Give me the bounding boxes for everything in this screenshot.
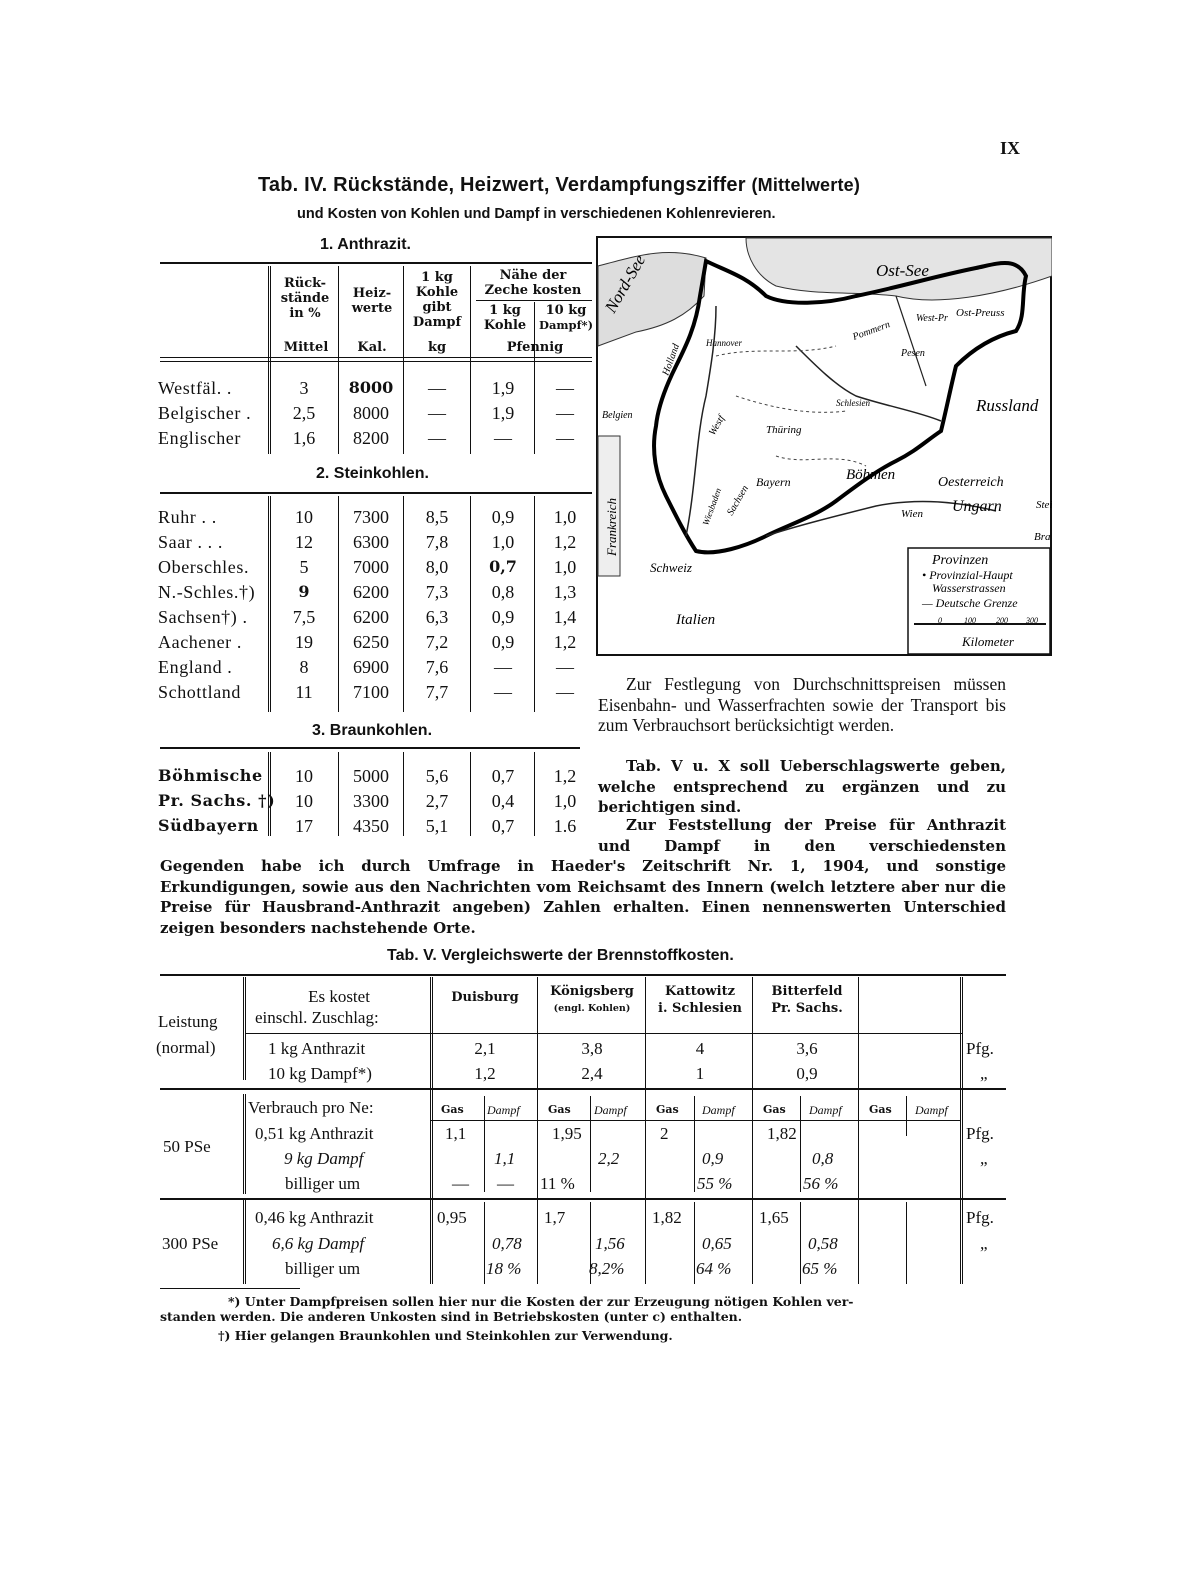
page-number: IX [1000, 138, 1021, 158]
cell-k: 0,9 [491, 607, 515, 627]
cell-r: 5 [299, 557, 309, 577]
ps50-billiger-dampf: 55 % [697, 1174, 733, 1193]
ps50-dampf: 2,2 [598, 1149, 620, 1168]
price-dampf: 1 [695, 1064, 705, 1083]
cell-d: — [428, 428, 446, 448]
header-dampf10 [536, 303, 596, 333]
ps300-gas: 0,95 [437, 1208, 467, 1227]
col-divider [906, 1202, 907, 1284]
cell-p: 1,0 [553, 557, 577, 577]
cell-r: 10 [295, 766, 313, 786]
ditto-mark: „ [980, 1234, 988, 1253]
map-label: Stei [1036, 499, 1052, 511]
header-text: Kohle [415, 285, 459, 300]
dampf-header: Dampf [594, 1103, 627, 1117]
cell-d: 5,6 [425, 766, 449, 786]
cell-p: 1.6 [553, 816, 577, 836]
cell-p: — [556, 378, 574, 398]
price-anthrazit: 2,1 [474, 1039, 496, 1058]
scale-tick: 300 [1026, 616, 1038, 625]
cell-h: 6250 [353, 632, 389, 652]
cell-p: 1,0 [553, 507, 577, 527]
cell-d: — [428, 378, 446, 398]
row-name: England . [158, 657, 233, 677]
city-subname: i. Schlesien [658, 1001, 742, 1016]
table4-subtitle: und Kosten von Kohlen und Dampf in verschiedenen Kohlenrevieren. [297, 206, 776, 222]
ps50-gas: 1,95 [552, 1124, 582, 1143]
normal-label: (normal) [156, 1038, 216, 1057]
ps50-gas: 2 [660, 1124, 669, 1143]
legend-item: • Provinzial-Haupt [922, 568, 1013, 582]
header-dampf [406, 270, 468, 330]
zuschlag-label: einschl. Zuschlag: [255, 1008, 379, 1027]
price-anthrazit: 4 [695, 1039, 705, 1058]
map-label: Wien [901, 508, 923, 520]
col-divider [960, 977, 963, 1284]
unit-pfennig: Pfennig [506, 340, 564, 355]
dampf-header: Dampf [915, 1103, 948, 1117]
cell-h: 5000 [353, 766, 389, 786]
ps300-dampf: 0,58 [808, 1234, 838, 1253]
scale-tick: 0 [938, 616, 942, 625]
verbrauch-text: Verbrauch pro Ne: [248, 1098, 374, 1117]
cell-k: 0,7 [491, 816, 515, 836]
header-text: Nähe der [499, 268, 567, 283]
gas-header: Gas [441, 1103, 464, 1116]
city-name: Duisburg [451, 990, 519, 1005]
cell-p: — [556, 682, 574, 702]
pfg-unit: Pfg. [966, 1039, 994, 1058]
ditto-mark: „ [980, 1064, 988, 1083]
header-naehe [474, 268, 592, 298]
ps50-gas: 1,82 [767, 1124, 797, 1143]
map-label: Pesen [901, 348, 925, 359]
map-label: Ost-See [876, 261, 929, 280]
cell-h: 6200 [353, 582, 389, 602]
cell-r: 3 [299, 378, 309, 398]
cell-r: 1,6 [292, 428, 316, 448]
map-label: Sachsen [725, 483, 751, 518]
city-name: Bitterfeld [771, 984, 843, 999]
cell-d: 7,3 [425, 582, 449, 602]
col-divider [534, 302, 535, 454]
cell-h: 7100 [353, 682, 389, 702]
price-anthrazit: 3,6 [796, 1039, 818, 1058]
cell-k: 0,9 [491, 632, 515, 652]
cell-k: 0,8 [491, 582, 515, 602]
ps50-label: 50 PSe [163, 1137, 211, 1156]
col-divider [470, 752, 471, 836]
ps50-gas: 1,1 [445, 1124, 467, 1143]
row-rule [430, 1120, 960, 1121]
cell-r: 8 [299, 657, 309, 677]
cell-p: 1,0 [553, 791, 577, 811]
footnote-1b: standen werden. Die anderen Unkosten sind in Betriebskosten (unter c) enthalten. [160, 1309, 743, 1324]
cell-h: 4350 [353, 816, 389, 836]
cell-r: 17 [295, 816, 313, 836]
cell-k: 0,9 [491, 507, 515, 527]
cell-r: 2,5 [292, 403, 316, 423]
map-label: Belgien [602, 410, 633, 421]
verbrauch-label [248, 1098, 374, 1118]
ps300-dampf: 1,56 [595, 1234, 625, 1253]
cell-h: 6900 [353, 657, 389, 677]
ps50-dampf-label: 9 kg Dampf [284, 1149, 364, 1168]
col-divider [430, 977, 433, 1284]
header-text: in % [289, 306, 321, 321]
header-text: Kohle [483, 318, 527, 333]
row-name: Saar . . . [158, 532, 223, 552]
map-label: Italien [676, 612, 716, 628]
map-label: Hannover [706, 338, 742, 348]
cell-k: 0,7 [491, 766, 515, 786]
cell-h: 8200 [353, 428, 389, 448]
cell-d: 6,3 [425, 607, 449, 627]
col-divider [906, 1096, 907, 1136]
section-steinkohlen-title: 2. Steinkohlen. [316, 465, 429, 482]
cell-r: 12 [295, 532, 313, 552]
map-label: Holland [660, 342, 683, 378]
cell-p: 1,2 [553, 532, 577, 552]
section-rule [160, 492, 592, 494]
anthrazit-label: 1 kg Anthrazit [268, 1039, 366, 1058]
ps50-dampf: 0,8 [812, 1149, 834, 1168]
row-name: Pr. Sachs. †) [158, 791, 276, 810]
cell-r: 10 [295, 507, 313, 527]
dampf-header: Dampf [702, 1103, 735, 1117]
ps300-dampf: 0,65 [702, 1234, 732, 1253]
table4-title [258, 174, 860, 197]
ps50-anthrazit-label: 0,51 kg Anthrazit [255, 1124, 374, 1143]
cell-h: 3300 [353, 791, 389, 811]
col-divider [534, 496, 535, 712]
col-divider [590, 1096, 591, 1192]
table4-title-paren: (Mittelwerte) [751, 175, 861, 195]
city-name: Kattowitz [665, 984, 735, 999]
price-dampf: 0,9 [796, 1064, 818, 1083]
cell-k: 1,9 [491, 403, 515, 423]
map-figure [596, 236, 1052, 656]
gas-header: Gas [656, 1103, 679, 1116]
col-divider [800, 1202, 801, 1284]
row-name: N.-Schles.†) [158, 582, 256, 602]
section-anthrazit-title: 1. Anthrazit. [320, 236, 411, 253]
ps50-billiger-dampf: 56 % [803, 1174, 839, 1193]
row-name: Westfäl. . [158, 378, 233, 398]
cell-k: — [494, 428, 512, 448]
city-subname: (engl. Kohlen) [553, 1003, 631, 1014]
header-text: Heiz- [352, 286, 392, 301]
header-bottom-rule2 [160, 361, 592, 362]
ps50-dampf: 0,9 [702, 1149, 724, 1168]
header-text: Dampf*) [538, 318, 594, 332]
unit-mittel: Mittel [283, 340, 329, 355]
cell-d: 7,6 [425, 657, 449, 677]
header-text: Rück- [283, 276, 327, 291]
leistung-label: Leistung [158, 1012, 218, 1031]
ps300-dampf: 0,78 [492, 1234, 522, 1253]
cell-p: 1,2 [553, 632, 577, 652]
footnote-2: †) Hier gelangen Braunkohlen und Steinkohlen zur Verwendung. [218, 1328, 673, 1343]
cell-h: 8000 [353, 403, 389, 423]
city-name: Königsberg [550, 984, 634, 999]
es-kostet-label: Es kostet [308, 987, 370, 1006]
header-text: stände [280, 291, 330, 306]
table5-top-rule [160, 974, 1006, 976]
cell-d: 7,2 [425, 632, 449, 652]
ps300-gas: 1,65 [759, 1208, 789, 1227]
ditto-mark: „ [980, 1149, 988, 1168]
col-divider [403, 752, 404, 836]
row-rule [246, 1033, 962, 1034]
table4-top-rule [160, 262, 592, 264]
table5-mid-rule [160, 1088, 1006, 1090]
dampf-label: 10 kg Dampf*) [268, 1064, 372, 1083]
map-label: West-Pr [916, 313, 948, 324]
footnote-1a: *) Unter Dampfpreisen sollen hier nur die Kosten der zur Erzeugung nötigen Kohlen ver- [228, 1294, 854, 1309]
paragraph-feststellung-cont: Gegenden habe ich durch Umfrage in Haeder's Zeitschrift Nr. 1, 1904, und sonstige Erkundigungen, sowie aus den Nachrichten vom Reichsamt des Innern (welch letztere aber nur die Preise für Hausbrand-Anthrazit angeben) Zahlen erhalten. Einen nennenswerten Unterschied zeigen besonders nachstehende Orte. [160, 857, 1006, 937]
legend-item: — Deutsche Grenze [922, 596, 1018, 610]
price-anthrazit: 3,8 [581, 1039, 603, 1058]
header-text: 10 kg [545, 303, 587, 318]
row-name: Sachsen†) . [158, 607, 248, 627]
cell-k: — [494, 682, 512, 702]
legend-item: Wasserstrassen [932, 581, 1006, 595]
map-label: Schweiz [650, 560, 692, 575]
col-divider [403, 266, 404, 454]
legend-item: Kilometer [962, 634, 1014, 649]
row-name: Oberschles. [158, 557, 250, 577]
cell-d: 7,8 [425, 532, 449, 552]
cell-p: — [556, 403, 574, 423]
row-name: Belgischer . [158, 403, 252, 423]
header-text: gibt [422, 300, 452, 315]
row-name: Ruhr . . [158, 507, 217, 527]
ps300-billiger-label: billiger um [285, 1259, 361, 1278]
gas-header: Gas [763, 1103, 786, 1116]
col-divider [537, 977, 538, 1284]
cell-d: 7,7 [425, 682, 449, 702]
header-heizwerte [343, 286, 401, 316]
table5-title: Tab. V. Vergleichswerte der Brennstoffkosten. [387, 947, 734, 964]
header-text: Zeche kosten [484, 283, 582, 298]
map-label: Böhmen [846, 467, 896, 483]
map-label: Bra [1034, 531, 1051, 543]
header-text: werte [351, 301, 393, 316]
row-name: Böhmische [158, 766, 263, 785]
map-label: Thüring [766, 424, 802, 436]
table5-mid-rule2 [160, 1198, 1006, 1200]
col-divider [403, 496, 404, 712]
map-label: Schlesien [836, 398, 870, 408]
cell-p: 1,2 [553, 766, 577, 786]
cell-r: 7,5 [292, 607, 316, 627]
ps300-gas: 1,7 [544, 1208, 566, 1227]
cell-h: 6200 [353, 607, 389, 627]
map-label: Ungarn [952, 498, 1002, 515]
cell-d: — [428, 403, 446, 423]
cell-d: 8,0 [425, 557, 449, 577]
section-braunkohlen-title: 3. Braunkohlen. [312, 722, 433, 739]
cell-k: — [494, 657, 512, 677]
ps300-billiger: 64 % [696, 1259, 732, 1278]
city-subname: Pr. Sachs. [771, 1001, 843, 1016]
cell-d: 8,5 [425, 507, 449, 527]
ps50-dampf: 1,1 [494, 1149, 516, 1168]
cell-r: 11 [295, 682, 313, 702]
ps300-billiger: 65 % [802, 1259, 838, 1278]
scale-tick: 200 [996, 616, 1008, 625]
cell-k: 0,4 [491, 791, 515, 811]
map-label: Pommern [851, 319, 892, 343]
gas-header: Gas [548, 1103, 571, 1116]
map-label: Russland [976, 396, 1039, 415]
ps50-billiger-gas: — [452, 1174, 469, 1193]
col-divider [752, 977, 753, 1284]
col-divider [338, 752, 339, 836]
map-label: Oesterreich [938, 475, 1004, 490]
header-rueckstaende [275, 276, 335, 321]
cell-k: 0,7 [489, 557, 517, 576]
cell-d: 2,7 [425, 791, 449, 811]
col-divider [243, 1094, 246, 1194]
col-divider [484, 1096, 485, 1192]
map-label: Nord-See [601, 251, 650, 316]
cell-h: 7000 [353, 557, 389, 577]
col-divider [484, 1202, 485, 1284]
dampf-header: Dampf [487, 1103, 520, 1117]
col-divider [243, 977, 246, 1080]
col-divider [694, 1202, 695, 1284]
paragraph-tab-v-x: Tab. V u. X soll Ueberschlagswerte geben, welche entsprechend zu ergänzen und zu berichtigen sind. [598, 757, 1006, 816]
cell-p: — [556, 428, 574, 448]
col-divider [243, 1200, 246, 1284]
price-dampf: 1,2 [474, 1064, 496, 1083]
col-divider [645, 977, 646, 1284]
row-name: Englischer [158, 428, 241, 448]
ps300-dampf-label: 6,6 kg Dampf [272, 1234, 365, 1253]
ps50-billiger-label: billiger um [285, 1174, 361, 1193]
cell-h: 8000 [348, 378, 394, 397]
footnote-rule [160, 1288, 300, 1289]
ps50-billiger-dampf: — [497, 1174, 514, 1193]
row-name: Schottland [158, 682, 241, 702]
unit-kal: Kal. [357, 340, 387, 355]
col-divider [268, 496, 271, 712]
map-label: Frankreich [604, 498, 619, 556]
cell-k: 1,0 [491, 532, 515, 552]
price-dampf: 2,4 [581, 1064, 603, 1083]
legend-item: Provinzen [932, 553, 989, 568]
col-divider [470, 496, 471, 712]
header-sub-rule [476, 300, 592, 301]
header-kohle [476, 303, 534, 333]
ps300-anthrazit-label: 0,46 kg Anthrazit [255, 1208, 374, 1227]
ps300-billiger: 18 % [486, 1259, 522, 1278]
section-rule [160, 747, 580, 749]
cell-r: 19 [295, 632, 313, 652]
cell-p: 1,4 [553, 607, 577, 627]
map-label: Westf [707, 413, 728, 438]
cell-r: 9 [298, 582, 310, 601]
row-name: Südbayern [158, 816, 259, 835]
ps300-gas: 1,82 [652, 1208, 682, 1227]
map-label: Wiesbaden [700, 486, 724, 527]
gas-header: Gas [869, 1103, 892, 1116]
pfg-unit: Pfg. [966, 1208, 994, 1227]
col-divider [470, 266, 471, 454]
cell-k: 1,9 [491, 378, 515, 398]
map-label: Ost-Preuss [956, 307, 1005, 319]
cell-h: 7300 [353, 507, 389, 527]
col-divider [694, 1096, 695, 1192]
cell-d: 5,1 [425, 816, 449, 836]
header-text: 1 kg [421, 270, 453, 285]
header-text: 1 kg [489, 303, 521, 318]
cell-p: — [556, 657, 574, 677]
cell-p: 1,3 [553, 582, 577, 602]
ps300-billiger: 8,2% [589, 1259, 625, 1278]
map-label: Bayern [756, 475, 791, 489]
unit-kg: kg [427, 340, 447, 355]
cell-r: 10 [295, 791, 313, 811]
table4-title-main: Tab. IV. Rückstände, Heizwert, Verdampfungsziffer [258, 174, 746, 196]
paragraph-feststellung-start: Zur Feststellung der Preise für Anthrazit und Dampf in den verschiedensten [598, 816, 1006, 855]
scale-tick: 100 [964, 616, 976, 625]
col-divider [534, 752, 535, 836]
cell-h: 6300 [353, 532, 389, 552]
header-bottom-rule [160, 357, 592, 358]
col-divider [338, 266, 339, 454]
col-divider [858, 977, 859, 1284]
col-divider [268, 266, 271, 454]
dampf-header: Dampf [809, 1103, 842, 1117]
header-text: Dampf [412, 315, 462, 330]
ps50-billiger-gas: 11 % [540, 1174, 575, 1193]
pfg-unit: Pfg. [966, 1124, 994, 1143]
ps300-label: 300 PSe [162, 1234, 219, 1253]
col-divider [338, 496, 339, 712]
paragraph-durchschnittspreise: Zur Festlegung von Durchschnittspreisen müssen Eisenbahn- und Wasserfrachten sowie der Transport bis zum Verbrauchsort berücksichtigt werden. [598, 674, 1006, 735]
row-name: Aachener . [158, 632, 242, 652]
col-divider [800, 1096, 801, 1192]
